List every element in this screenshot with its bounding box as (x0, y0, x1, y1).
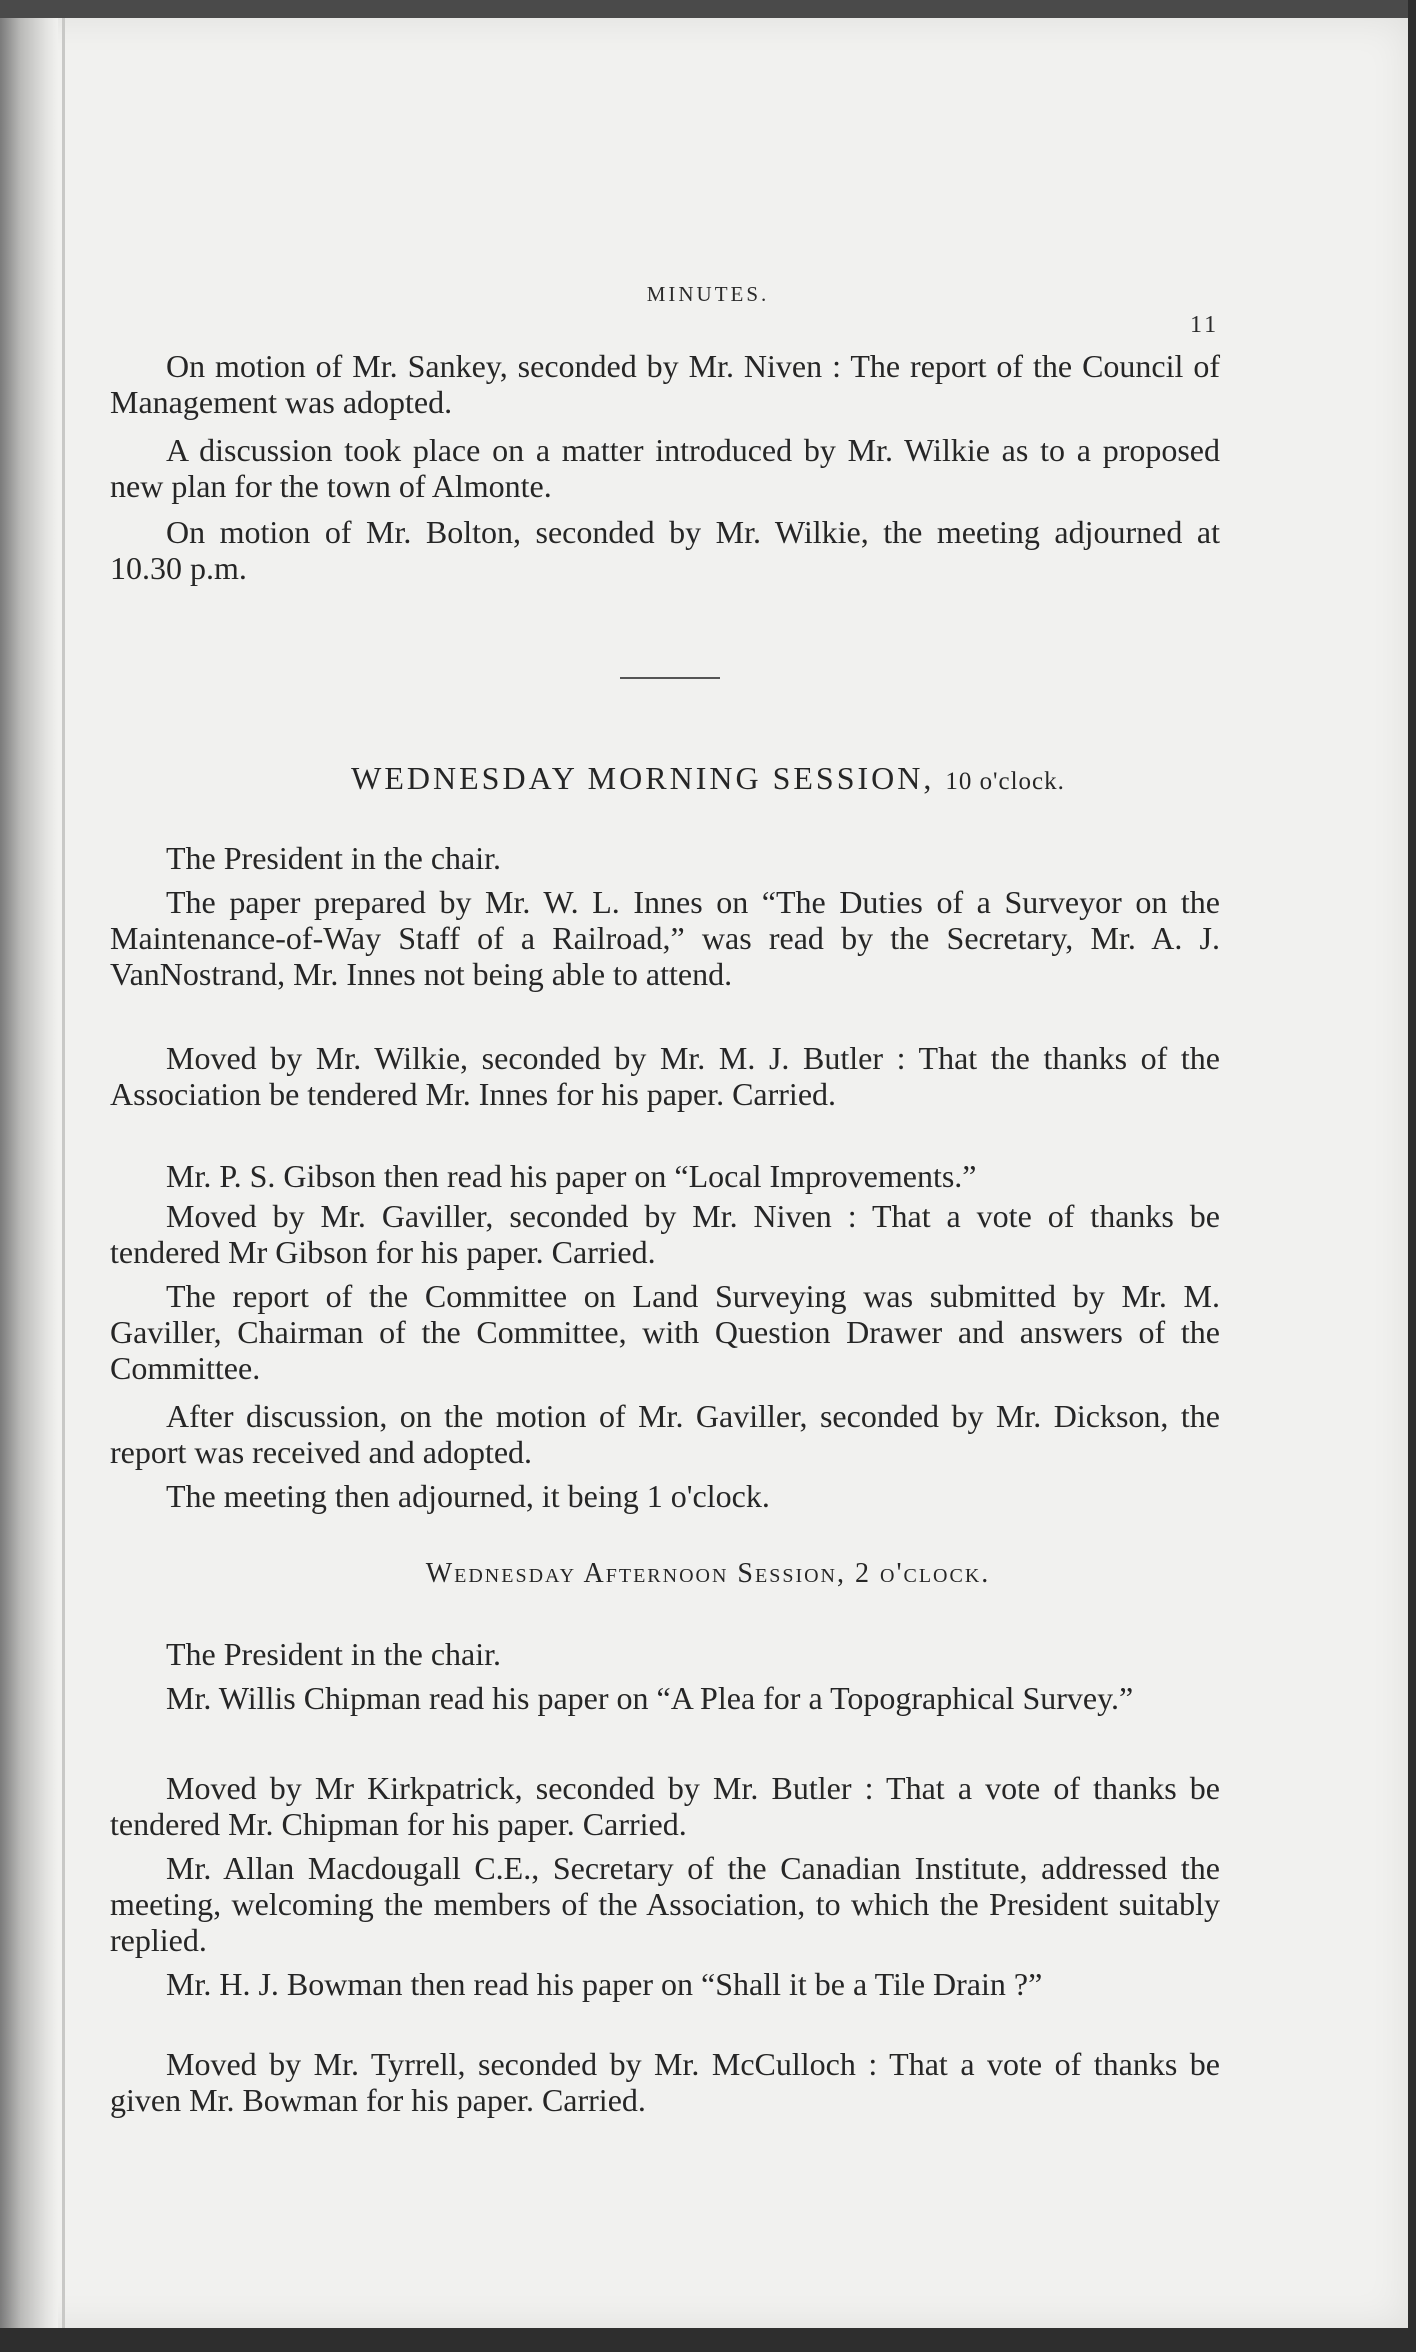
paragraph-chipman-thanks: Moved by Mr Kirkpatrick, seconded by Mr. Butler : That a vote of thanks be tendered Mr. Chipman for his paper. Carried. (110, 1770, 1220, 1842)
paragraph-almonte-plan: A discussion took place on a matter introduced by Mr. Wilkie as to a proposed new plan for the town of Almonte. (110, 432, 1220, 504)
scan-edge-right (1408, 0, 1416, 2352)
paragraph-gibson-thanks: Moved by Mr. Gaviller, seconded by Mr. Niven : That a vote of thanks be tendered Mr Gibson for his paper. Carried. (110, 1198, 1220, 1270)
page-gutter-line (62, 18, 65, 2328)
morning-session-heading (0, 760, 1416, 797)
paragraph-adjournment: On motion of Mr. Bolton, seconded by Mr. Wilkie, the meeting adjourned at 10.30 p.m. (110, 514, 1220, 586)
section-divider-rule (620, 677, 720, 679)
paragraph-report-adopted: After discussion, on the motion of Mr. Gaviller, seconded by Mr. Dickson, the report was received and adopted. (110, 1398, 1220, 1470)
paragraph-president-chair-morning: The President in the chair. (166, 840, 502, 876)
morning-heading-main: WEDNESDAY MORNING SESSION, (351, 760, 935, 796)
page-number: 11 (1190, 312, 1220, 338)
page-gutter-shadow (0, 18, 58, 2328)
paragraph-morning-adjourned: The meeting then adjourned, it being 1 o'clock. (166, 1478, 770, 1514)
afternoon-session-heading: Wednesday Afternoon Session, 2 o'clock. (425, 1558, 991, 1589)
paragraph-bowman-thanks: Moved by Mr. Tyrrell, seconded by Mr. McCulloch : That a vote of thanks be given Mr. Bowman for his paper. Carried. (110, 2046, 1220, 2118)
paragraph-bowman-paper: Mr. H. J. Bowman then read his paper on “Shall it be a Tile Drain ?” (166, 1966, 1043, 2002)
paragraph-council-report: On motion of Mr. Sankey, seconded by Mr. Niven : The report of the Council of Management was adopted. (110, 348, 1220, 420)
paragraph-president-chair-afternoon: The President in the chair. (166, 1636, 502, 1672)
scan-edge-bottom (0, 2328, 1416, 2352)
paragraph-innes-thanks: Moved by Mr. Wilkie, seconded by Mr. M. J. Butler : That the thanks of the Association be tendered Mr. Innes for his paper. Carried. (110, 1040, 1220, 1112)
paragraph-macdougall-address: Mr. Allan Macdougall C.E., Secretary of the Canadian Institute, addressed the meeting, welcoming the members of the Association, to which the President suitably replied. (110, 1850, 1220, 1958)
paragraph-land-surveying-report: The report of the Committee on Land Surveying was submitted by Mr. M. Gaviller, Chairman of the Committee, with Question Drawer and answers of the Committee. (110, 1278, 1220, 1386)
morning-heading-time: 10 o'clock. (945, 768, 1065, 795)
running-head: MINUTES. (646, 282, 770, 306)
paragraph-innes-paper: The paper prepared by Mr. W. L. Innes on “The Duties of a Surveyor on the Maintenance-of-Way Staff of a Railroad,” was read by the Secretary, Mr. A. J. VanNostrand, Mr. Innes not being able to attend. (110, 884, 1220, 992)
paragraph-gibson-paper: Mr. P. S. Gibson then read his paper on “Local Improvements.” (166, 1158, 977, 1194)
paragraph-chipman-paper: Mr. Willis Chipman read his paper on “A Plea for a Topographical Survey.” (166, 1680, 1134, 1716)
